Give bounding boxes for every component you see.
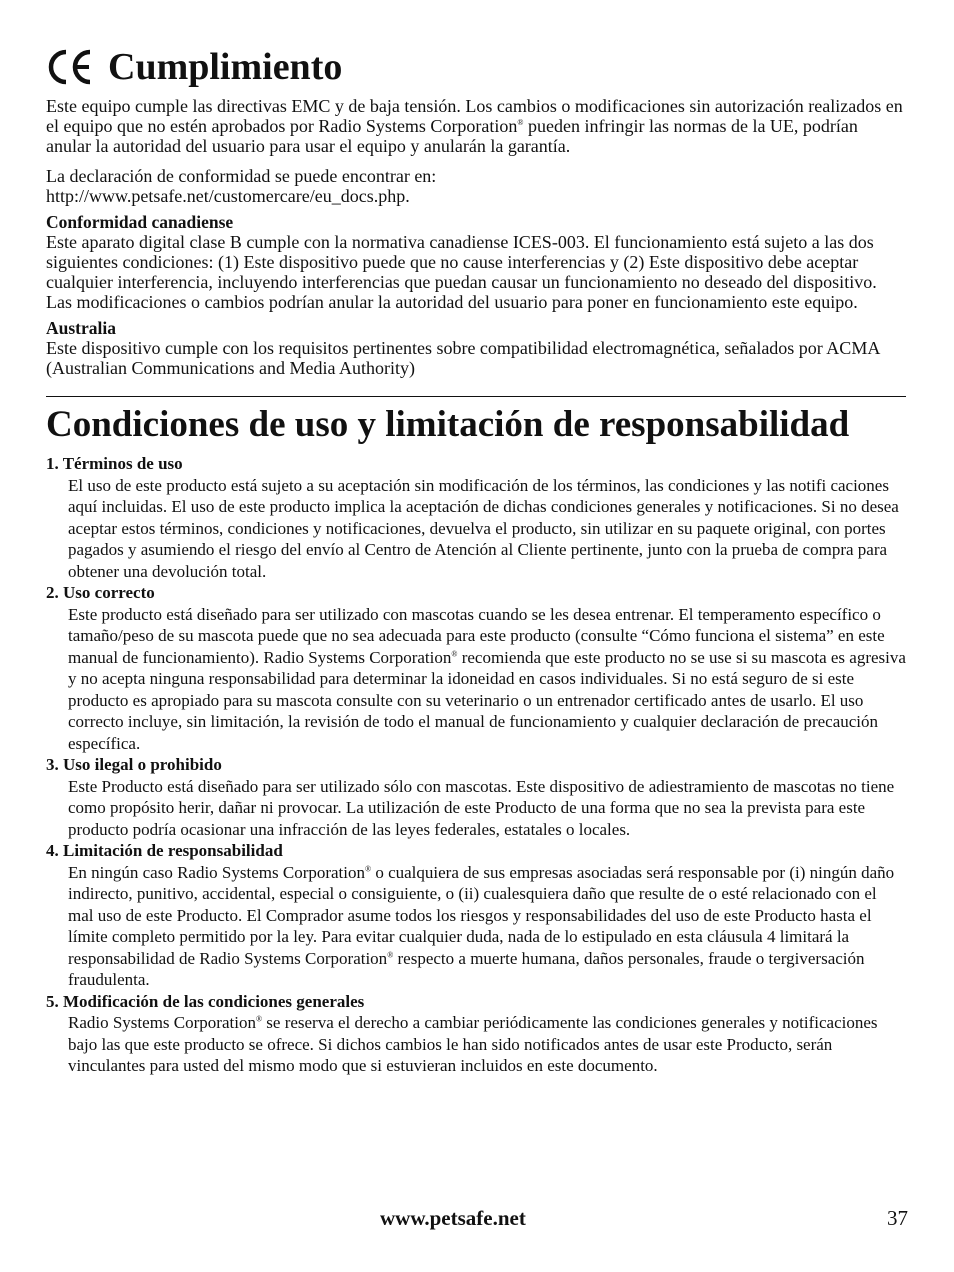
terms-item-4 — [46, 840, 906, 991]
terms-item-body: Este Producto está diseñado para ser utilizado sólo con mascotas. Este dispositivo de adiestramiento de mascotas no tiene como propósito herir, dañar ni provocar. La utilización de este Producto de una forma que no sea la prevista para este producto podría ocasionar una infracción de las leyes federales, estatales o locales. — [68, 776, 895, 839]
terms-item-heading: 3. Uso ilegal o prohibido — [46, 755, 222, 774]
canada-paragraph: Este aparato digital clase B cumple con la normativa canadiense ICES-003. El funcionamiento está sujeto a las dos siguientes condiciones: (1) Este dispositivo puede que no cause interferencias y (2) Este dispositivo debe aceptar cualquier interferencia, incluyendo interferencias que puedan causar un funcionamiento no deseado del dispositivo. Las modificaciones o cambios podrían anular la autoridad del usuario para poner en funcionamiento este equipo. — [46, 232, 877, 312]
australia-heading: Australia — [46, 318, 116, 338]
section-divider — [46, 396, 906, 397]
footer-website[interactable]: www.petsafe.net — [380, 1206, 526, 1230]
compliance-header — [46, 42, 906, 92]
terms-item-3 — [46, 754, 906, 840]
page-content — [46, 42, 906, 1077]
conformity-paragraph: La declaración de conformidad se puede encontrar en: http://www.petsafe.net/customercare/eu_docs.php. — [46, 166, 437, 206]
terms-item-body: El uso de este producto está sujeto a su aceptación sin modificación de los términos, las condiciones y las notifi caciones aquí incluidas. El uso de este producto implica la aceptación de dichas condiciones generales y notificaciones. Si no desea aceptar estos términos, condiciones y notificaciones, devuelva el producto, sin utilizar en su paquete original, con portes pagados y asumiendo el riesgo del envío al Centro de Atención al Cliente pertinente, junto con la prueba de compra para obtener una devolución total. — [68, 475, 899, 581]
australia-paragraph: Este dispositivo cumple con los requisitos pertinentes sobre compatibilidad electromagnética, señalados por ACMA (Australian Communications and Media Authority) — [46, 338, 880, 378]
compliance-paragraph: Este equipo cumple las directivas EMC y de baja tensión. Los cambios o modificaciones sin autorización realizados en el equipo que no estén aprobados por Radio Systems Corporation® pueden infringir las normas de la UE, podrían anular la autoridad del usuario para usar el equipo y anularán la garantía. — [46, 96, 903, 156]
terms-title: Condiciones de uso y limitación de responsabilidad — [46, 404, 850, 445]
page-footer — [0, 1206, 954, 1234]
terms-item-5 — [46, 991, 906, 1077]
terms-item-body: Radio Systems Corporation® se reserva el derecho a cambiar periódicamente las condiciones generales y notificaciones bajo las que este producto se ofrece. Si dichos cambios le han sido notificados antes de usar este Producto, serán vinculantes para usted del mismo modo que si estuvieran incluidos en este documento. — [68, 1013, 878, 1075]
terms-item-2 — [46, 582, 906, 754]
terms-item-body: Este producto está diseñado para ser utilizado con mascotas cuando se les desea entrenar. El temperamento específico o tamaño/peso de su mascota puede que no sea adecuada para este producto (consulte “Cómo funciona el sistema” en este manual de funcionamiento). Radio Systems Corporation® recomienda que este producto no se use si su mascota es agresiva y no acepta ninguna responsabilidad para determinar la idoneidad en casos individuales. Si no está seguro de si este producto es apropiado para su mascota consulte con su veterinario o un entrenador certificado antes de usarlo. El uso correcto incluye, sin limitación, la revisión de todo el manual de funcionamiento y cualquier declaración de precaución específica. — [68, 604, 906, 753]
terms-item-heading: 1. Términos de uso — [46, 454, 183, 473]
terms-item-heading: 5. Modificación de las condiciones generales — [46, 991, 365, 1011]
eu-docs-link: http://www.petsafe.net/customercare/eu_docs.php. — [46, 186, 410, 206]
terms-item-body: En ningún caso Radio Systems Corporation® o cualquiera de sus empresas asociadas será responsable por (i) ningún daño indirecto, punitivo, accidental, especial o consiguiente, o (ii) cualesquiera daño que resulte de o esté relacionado con el mal uso de este Producto. El Comprador asume todos los riesgos y responsabilidades del uso de este Producto hasta el límite completo permitido por la ley. Para evitar cualquier duda, nada de lo estipulado en esta cláusula 4 limitará la responsabilidad de Radio Systems Corporation® respecto a muerte humana, daños personales, fraude o tergiversación fraudulenta. — [68, 862, 895, 989]
canada-heading: Conformidad canadiense — [46, 212, 234, 232]
ce-mark-icon — [46, 47, 98, 87]
compliance-title: Cumplimiento — [108, 46, 343, 88]
terms-item-1 — [46, 453, 906, 582]
terms-item-heading: 2. Uso correcto — [46, 583, 155, 602]
terms-item-heading: 4. Limitación de responsabilidad — [46, 841, 283, 860]
page-number: 37 — [887, 1206, 908, 1230]
